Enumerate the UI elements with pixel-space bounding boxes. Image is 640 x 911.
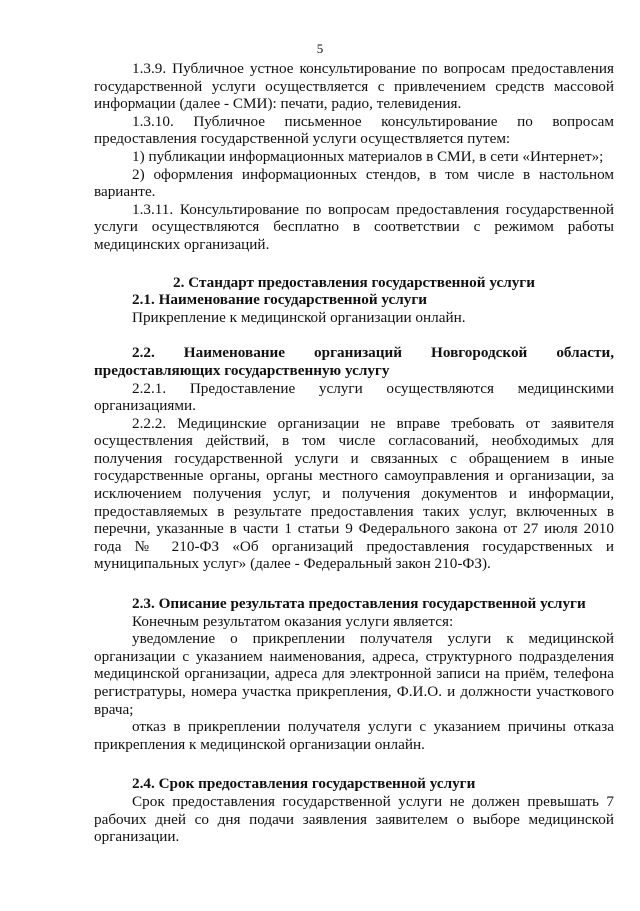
paragraph-2-3-intro: Конечным результатом оказания услуги является: — [132, 612, 454, 630]
paragraph-1-3-11: 1.3.11. Консультирование по вопросам предоставления государственной услуги осуществляются бесплатно в соответствии с режимом работы медицинских организаций. — [94, 200, 614, 253]
page-number: 5 — [316, 41, 324, 56]
paragraph-1-3-10: 1.3.10. Публичное письменное консультирование по вопросам предоставления государственной услуги осуществляется путем: — [94, 112, 614, 148]
paragraph-1-3-9: 1.3.9. Публичное устное консультирование по вопросам предоставления государственной услуги осуществляется с привлечением средств массовой информации (далее - СМИ): печати, радио, телевидения. — [94, 60, 614, 113]
page-content — [94, 60, 614, 846]
paragraph-2-3-result-notice: уведомление о прикреплении получателя услуги к медицинской организации с указанием наименования, адреса, структурного подразделения медицинской организации, адреса для электронной записи на приём, телефона регистратуры, номера участка прикрепления, Ф.И.О. и должности участкового врача; — [94, 630, 614, 718]
heading-2-2: 2.2. Наименование организаций Новгородской области, предоставляющих государственную услугу — [94, 344, 614, 379]
paragraph-2-1: Прикрепление к медицинской организации онлайн. — [132, 308, 466, 326]
heading-2-1: 2.1. Наименование государственной услуги — [132, 291, 428, 309]
paragraph-2-3-result-refusal: отказ в прикреплении получателя услуги с указанием причины отказа прикрепления к медицинской организации онлайн. — [94, 718, 614, 753]
paragraph-2-4: Срок предоставления государственной услуги не должен превышать 7 рабочих дней со дня подачи заявления заявителем о выборе медицинской организации. — [94, 792, 614, 846]
section-title-2: 2. Стандарт предоставления государственной услуги — [173, 273, 535, 291]
list-item-stands: 2) оформления информационных стендов, в том числе в настольном варианте. — [94, 165, 614, 201]
heading-2-4: 2.4. Срок предоставления государственной услуги — [132, 775, 476, 793]
list-item-publications: 1) публикации информационных материалов в СМИ, в сети «Интернет»; — [132, 147, 604, 165]
paragraph-2-2-2: 2.2.2. Медицинские организации не вправе требовать от заявителя осуществления действий, в том числе согласований, необходимых для получения государственной услуги и связанных с обращением в иные государственные органы, органы местного самоуправления и организации, за исключением получения услуг, и получения документов и информации, предоставляемых в результате предоставления таких услуг, включенных в перечни, указанные в части 1 статьи 9 Федерального закона от 27 июля 2010 года № 210-ФЗ «Об организаций предоставления государственных и муниципальных услуг» (далее - Федеральный закон 210-ФЗ). — [94, 414, 614, 573]
heading-2-3: 2.3. Описание результата предоставления государственной услуги — [132, 595, 586, 613]
paragraph-2-2-1: 2.2.1. Предоставление услуги осуществляются медицинскими организациями. — [94, 379, 614, 415]
